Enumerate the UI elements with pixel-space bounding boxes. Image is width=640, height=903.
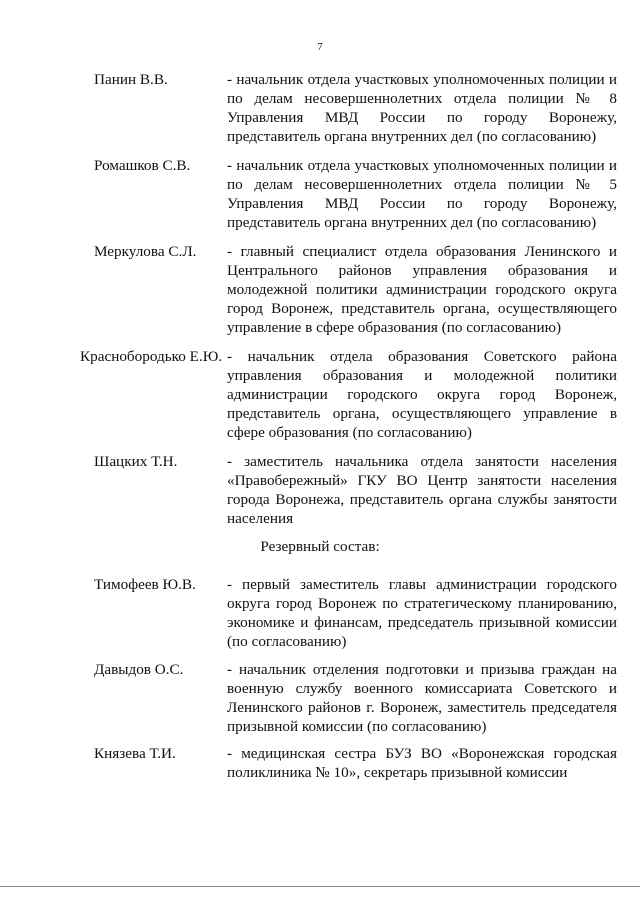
member-description: - главный специалист отдела образования Ленинского и Центрального районов управления образования и молодежной политики администрации городского округа город Воронеж, представитель органа, осуществляющего управление в сфере образования (по согласованию) [227, 243, 617, 336]
member-description: - начальник отдела образования Советского района управления образования и молодежной политики администрации городского округа город Воронеж, представитель органа, осуществляющего управление в сфере образования (по согласованию) [227, 348, 617, 441]
page-bottom-divider [0, 886, 640, 887]
member-name: Панин В.В. [94, 71, 168, 88]
member-name: Шацких Т.Н. [94, 453, 178, 470]
member-name: Давыдов О.С. [94, 661, 184, 678]
member-name: Краснобородько Е.Ю. [80, 348, 223, 365]
reserve-section-title: Резервный состав: [260, 538, 380, 555]
member-name: Тимофеев Ю.В. [94, 576, 196, 593]
page-number: 7 [317, 41, 323, 53]
member-description: - первый заместитель главы администрации городского округа город Воронеж по стратегическому планированию, экономике и финансам, председатель призывной комиссии (по согласованию) [227, 576, 617, 650]
member-description: - медицинская сестра БУЗ ВО «Воронежская городская поликлиника № 10», секретарь призывной комиссии [227, 745, 617, 781]
member-name: Меркулова С.Л. [94, 243, 197, 260]
member-description: - начальник отдела участковых уполномоченных полиции и по делам несовершеннолетних отдела полиции № 5 Управления МВД России по городу Воронежу, представитель органа внутренних дел (по согласованию) [227, 157, 617, 231]
member-name: Князева Т.И. [94, 745, 176, 762]
member-description: - заместитель начальника отдела занятости населения «Правобережный» ГКУ ВО Центр занятости населения города Воронежа, представитель органа службы занятости населения [227, 453, 617, 527]
member-description: - начальник отдела участковых уполномоченных полиции и по делам несовершеннолетних отдела полиции № 8 Управления МВД России по городу Воронежу, представитель органа внутренних дел (по согласованию) [227, 71, 617, 145]
member-name: Ромашков С.В. [94, 157, 191, 174]
member-description: - начальник отделения подготовки и призыва граждан на военную службу военного комиссариата Советского и Ленинского районов г. Воронеж, заместитель председателя призывной комиссии (по согласованию) [227, 661, 617, 735]
